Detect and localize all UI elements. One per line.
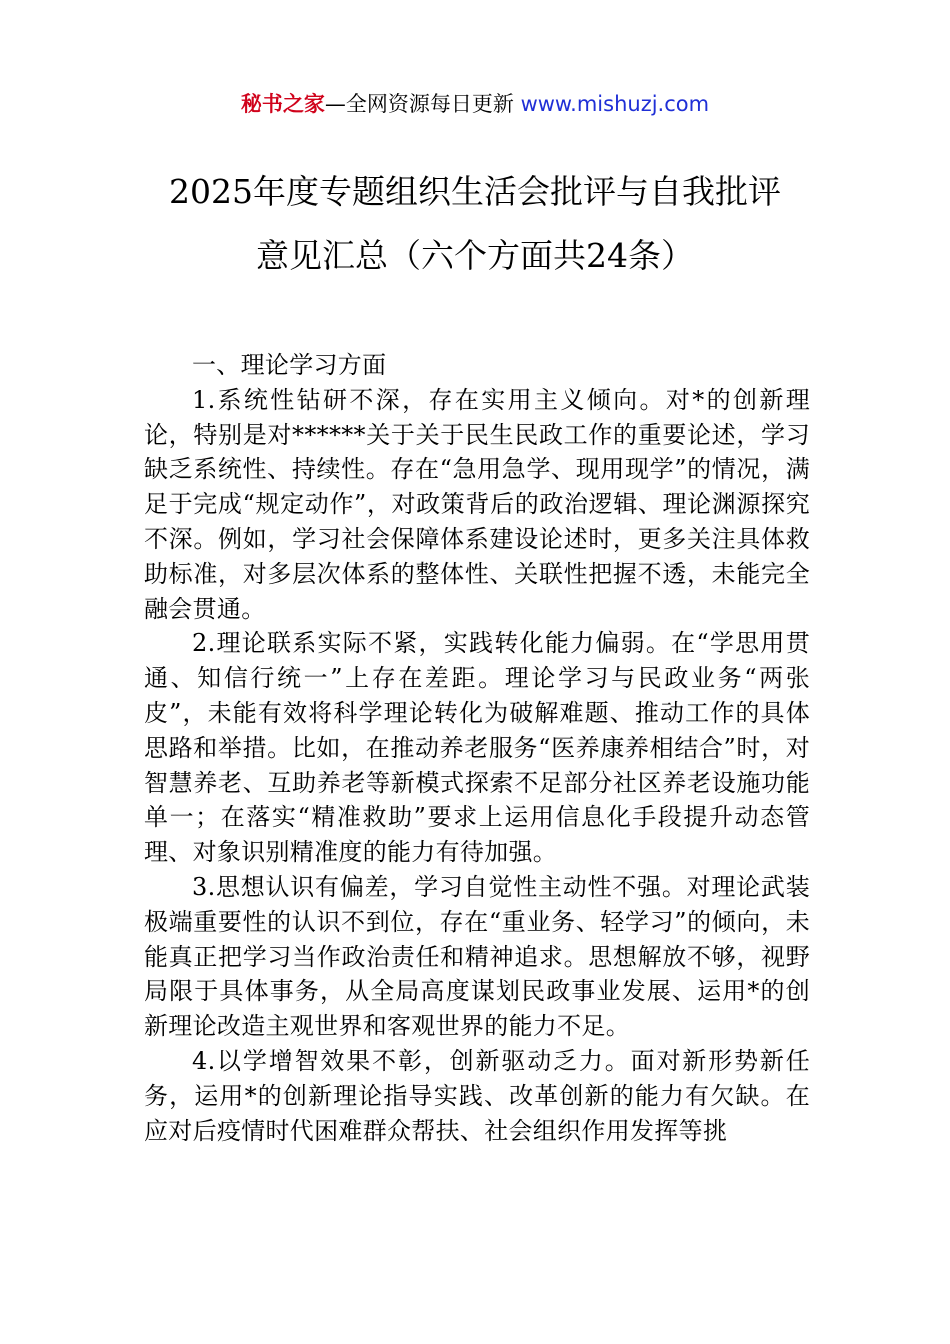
section-heading: 一、理论学习方面 [192, 351, 387, 379]
paragraph-2: 2.理论联系实际不紧，实践转化能力偏弱。在“学思用贯通、知信行统一”上存在差距。理论学习与民政业务“两张皮”，未能有效将科学理论转化为破解难题、推动工作的具体思路和举措。比如，在推动养老服务“医养康养相结合”时，对智慧养老、互助养老等新模式探索不足部分社区养老设施功能单一；在落实“精准救助”要求上运用信息化手段提升动态管理、对象识别精准度的能力有待加强。 [144, 629, 810, 867]
paragraph-3: 3.思想认识有偏差，学习自觉性主动性不强。对理论武装极端重要性的认识不到位，存在“重业务、轻学习”的倾向，未能真正把学习当作政治责任和精神追求。思想解放不够，视野局限于具体事务，从全局高度谋划民政事业发展、运用*的创新理论改造主观世界和客观世界的能力不足。 [144, 872, 810, 1041]
site-header [0, 88, 950, 120]
title-line-1: 2025年度专题组织生活会批评与自我批评 [169, 172, 781, 211]
document-title [60, 160, 890, 288]
site-url-link[interactable]: www.mishuzj.com [520, 92, 710, 116]
paragraph-1: 1.系统性钻研不深，存在实用主义倾向。对*的创新理论，特别是对******关于关于民生民政工作的重要论述，学习缺乏系统性、持续性。存在“急用急学、现用现学”的情况，满足于完成“规定动作”，对政策背后的政治逻辑、理论渊源探究不深。例如，学习社会保障体系建设论述时，更多关注具体救助标准，对多层次体系的整体性、关联性把握不透，未能完全融会贯通。 [144, 385, 810, 623]
site-brand: 秘书之家 [240, 92, 325, 116]
document-body [144, 348, 810, 1148]
title-line-2: 意见汇总（六个方面共24条） [256, 236, 694, 275]
paragraph-4: 4.以学增智效果不彰，创新驱动乏力。面对新形势新任务，运用*的创新理论指导实践、改革创新的能力有欠缺。在应对后疫情时代困难群众帮扶、社会组织作用发挥等挑 [144, 1046, 810, 1145]
site-slogan: —全网资源每日更新 [324, 92, 521, 116]
